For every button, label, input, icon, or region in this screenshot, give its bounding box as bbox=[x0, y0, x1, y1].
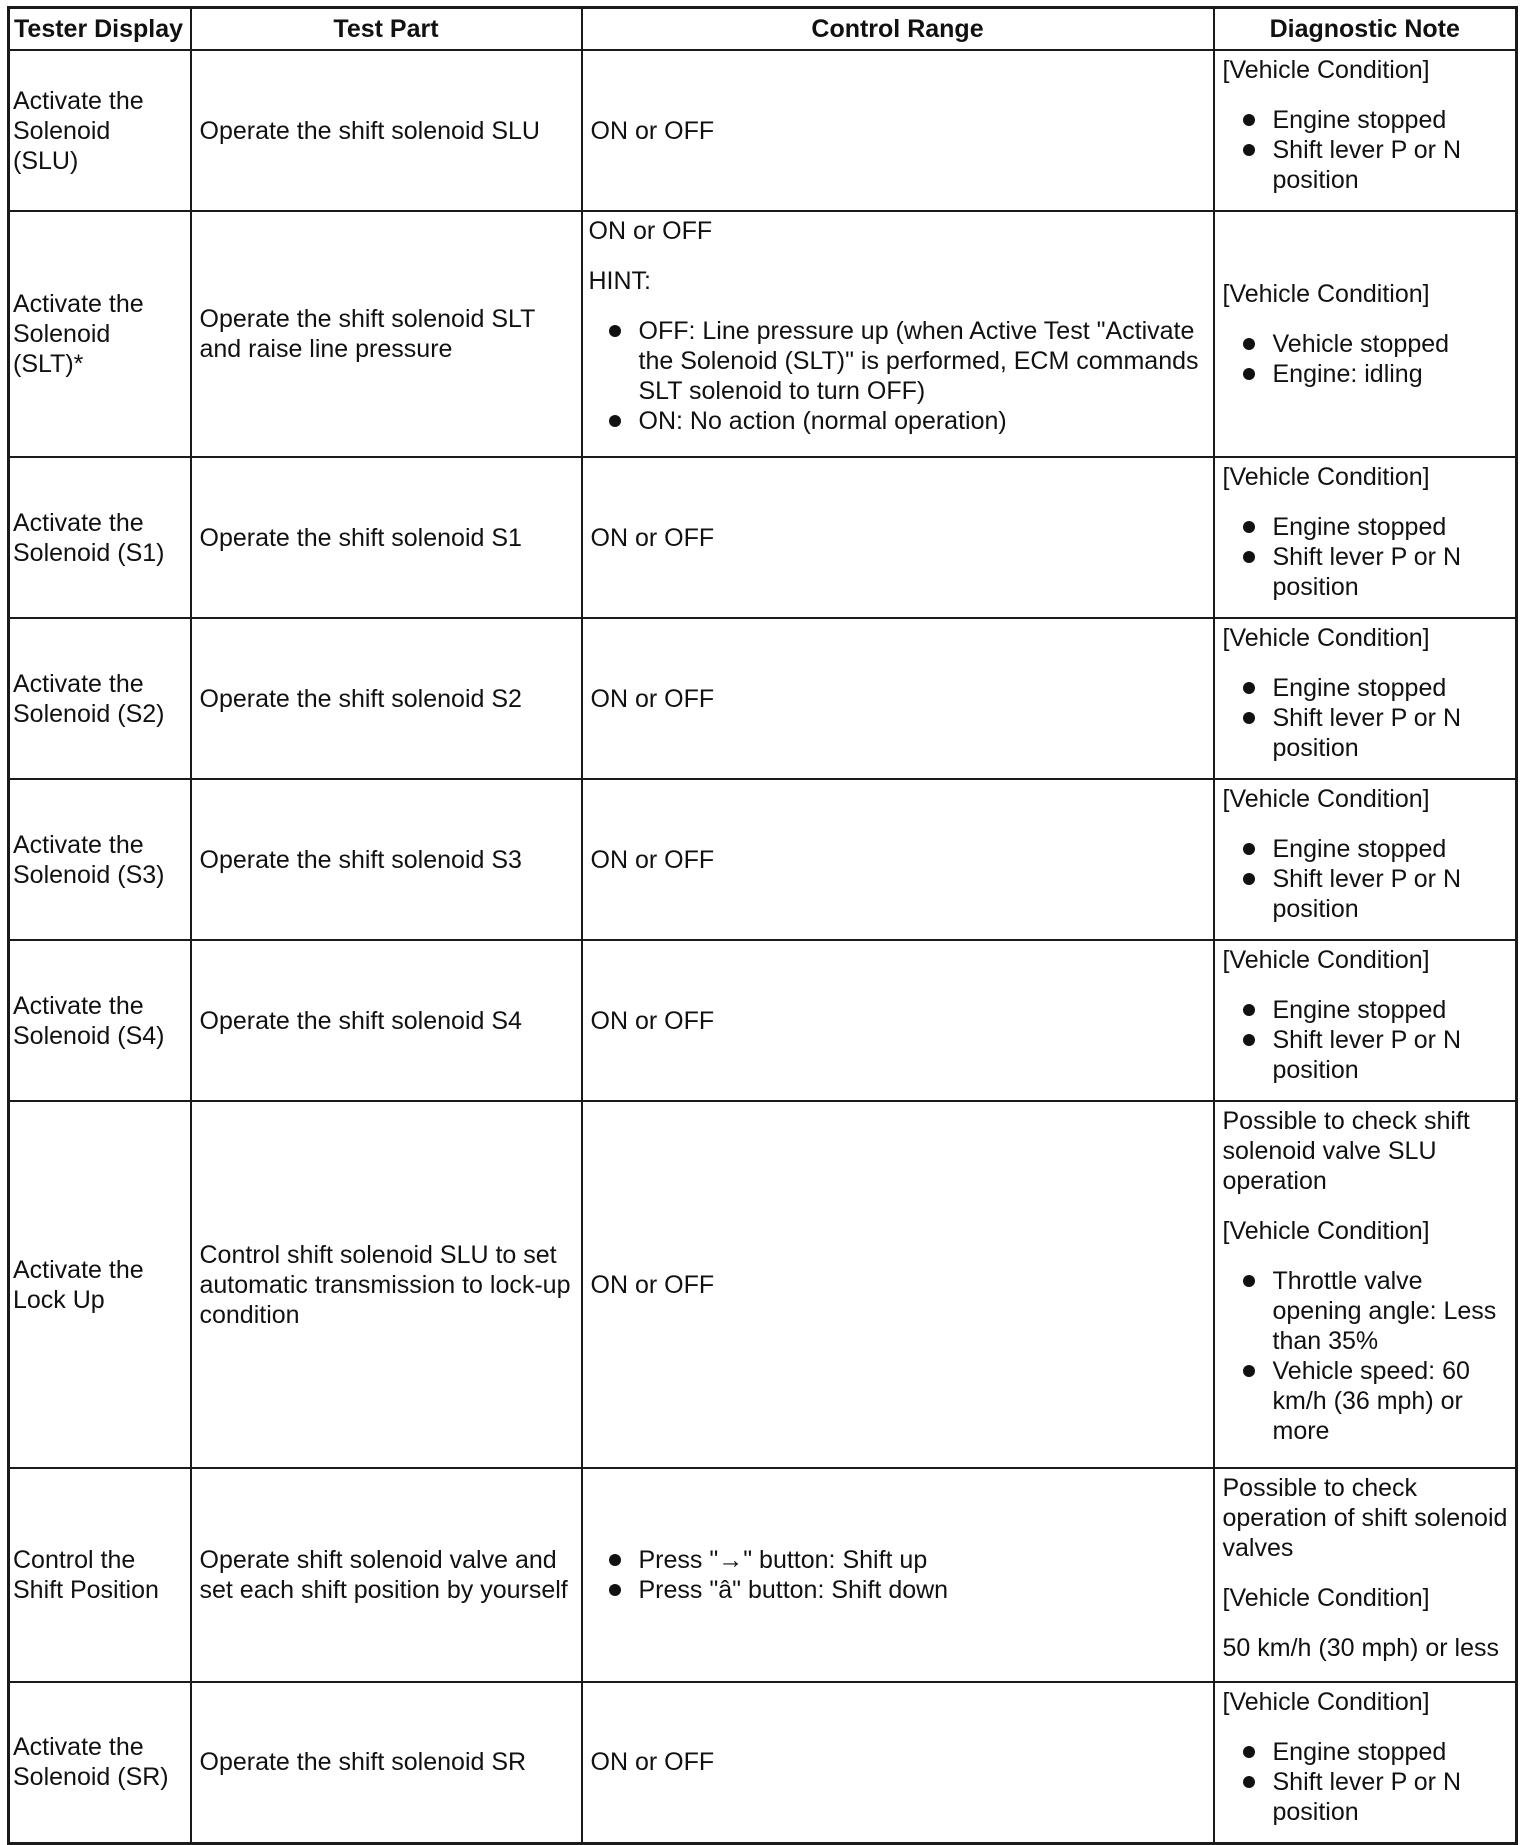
list-item: Shift lever P or N position bbox=[1223, 1767, 1512, 1827]
condition-list bbox=[1223, 834, 1512, 924]
tester-display-cell: Activate the Solenoid (S2) bbox=[9, 618, 191, 779]
vehicle-condition-heading: [Vehicle Condition] bbox=[1222, 1688, 1430, 1716]
list-item: Engine stopped bbox=[1223, 512, 1512, 542]
button-list bbox=[589, 1545, 1205, 1605]
diagnostic-note-cell bbox=[1214, 1468, 1517, 1682]
diagnostic-note-cell bbox=[1214, 1682, 1517, 1843]
header-row bbox=[9, 8, 1517, 51]
list-item: Shift lever P or N position bbox=[1223, 703, 1512, 763]
table-row bbox=[9, 618, 1517, 779]
list-item: Engine stopped bbox=[1223, 1737, 1512, 1767]
control-range-cell: ON or OFF bbox=[582, 940, 1214, 1101]
list-item: Shift lever P or N position bbox=[1223, 542, 1512, 602]
condition-list bbox=[1223, 105, 1512, 195]
list-item: Engine: idling bbox=[1223, 359, 1512, 389]
list-item: Engine stopped bbox=[1223, 995, 1512, 1025]
test-part-cell: Operate the shift solenoid S1 bbox=[191, 457, 582, 618]
control-range-cell: ON or OFF bbox=[582, 457, 1214, 618]
header-test-part: Test Part bbox=[191, 8, 582, 51]
list-item: ON: No action (normal operation) bbox=[589, 406, 1209, 436]
test-part-cell: Operate the shift solenoid SLT and raise line pressure bbox=[191, 211, 582, 457]
list-item: Press "â" button: Shift down bbox=[589, 1575, 1205, 1605]
list-item: Press "→" button: Shift up bbox=[589, 1545, 1205, 1575]
vehicle-condition-heading: [Vehicle Condition] bbox=[1222, 280, 1430, 308]
table-row bbox=[9, 1682, 1517, 1843]
table-row bbox=[9, 457, 1517, 618]
list-item: Shift lever P or N position bbox=[1223, 135, 1512, 195]
hint-list bbox=[589, 316, 1209, 436]
list-item: Engine stopped bbox=[1223, 105, 1512, 135]
tester-display-cell: Control the Shift Position bbox=[9, 1468, 191, 1682]
list-item: Engine stopped bbox=[1223, 673, 1512, 703]
tester-display-cell: Activate the Solenoid (S3) bbox=[9, 779, 191, 940]
control-range-cell: ON or OFF bbox=[582, 618, 1214, 779]
diagnostic-note-cell bbox=[1214, 1101, 1517, 1468]
note-tail: 50 km/h (30 mph) or less bbox=[1222, 1634, 1499, 1662]
test-part-cell: Control shift solenoid SLU to set automatic transmission to lock-up condition bbox=[191, 1101, 582, 1468]
header-diagnostic-note: Diagnostic Note bbox=[1214, 8, 1517, 51]
test-part-cell: Operate the shift solenoid SR bbox=[191, 1682, 582, 1843]
diagnostic-note-cell bbox=[1214, 50, 1517, 211]
condition-list bbox=[1223, 995, 1512, 1085]
test-part-cell: Operate the shift solenoid SLU bbox=[191, 50, 582, 211]
vehicle-condition-heading: [Vehicle Condition] bbox=[1222, 1584, 1430, 1612]
table-row bbox=[9, 940, 1517, 1101]
tester-display-cell: Activate the Solenoid (SLU) bbox=[9, 50, 191, 211]
table-row bbox=[9, 50, 1517, 211]
diagnostic-note-cell bbox=[1214, 940, 1517, 1101]
control-range-cell bbox=[582, 1468, 1214, 1682]
hint-label: HINT: bbox=[588, 267, 651, 295]
control-range-cell bbox=[582, 211, 1214, 457]
test-part-cell: Operate shift solenoid valve and set each shift position by yourself bbox=[191, 1468, 582, 1682]
tester-display-cell: Activate the Solenoid (S4) bbox=[9, 940, 191, 1101]
list-item: Shift lever P or N position bbox=[1223, 864, 1512, 924]
vehicle-condition-heading: [Vehicle Condition] bbox=[1222, 463, 1430, 491]
diagnostic-note-cell bbox=[1214, 457, 1517, 618]
test-part-cell: Operate the shift solenoid S2 bbox=[191, 618, 582, 779]
header-control-range: Control Range bbox=[582, 8, 1214, 51]
header-tester-display: Tester Display bbox=[9, 8, 191, 51]
list-item: Vehicle stopped bbox=[1223, 329, 1512, 359]
note-intro: Possible to check shift solenoid valve SLU operation bbox=[1222, 1107, 1470, 1195]
diagnostic-note-cell bbox=[1214, 618, 1517, 779]
condition-list bbox=[1223, 512, 1512, 602]
condition-list bbox=[1223, 1266, 1512, 1446]
condition-list bbox=[1223, 673, 1512, 763]
tester-display-cell: Activate the Solenoid (S1) bbox=[9, 457, 191, 618]
diagnostic-note-cell bbox=[1214, 211, 1517, 457]
control-range-cell: ON or OFF bbox=[582, 779, 1214, 940]
control-range-value: ON or OFF bbox=[588, 217, 713, 245]
list-item: Vehicle speed: 60 km/h (36 mph) or more bbox=[1223, 1356, 1512, 1446]
condition-list bbox=[1223, 329, 1512, 389]
tester-display-cell: Activate the Lock Up bbox=[9, 1101, 191, 1468]
diagnostic-note-cell bbox=[1214, 779, 1517, 940]
note-intro: Possible to check operation of shift solenoid valves bbox=[1222, 1474, 1508, 1562]
vehicle-condition-heading: [Vehicle Condition] bbox=[1222, 1217, 1430, 1245]
vehicle-condition-heading: [Vehicle Condition] bbox=[1222, 624, 1430, 652]
table-row bbox=[9, 1468, 1517, 1682]
table-row bbox=[9, 779, 1517, 940]
page bbox=[7, 6, 1515, 1834]
control-range-cell: ON or OFF bbox=[582, 1682, 1214, 1843]
tester-display-cell: Activate the Solenoid (SLT)* bbox=[9, 211, 191, 457]
active-test-table bbox=[7, 6, 1518, 1845]
test-part-cell: Operate the shift solenoid S4 bbox=[191, 940, 582, 1101]
control-range-cell: ON or OFF bbox=[582, 50, 1214, 211]
table-row bbox=[9, 1101, 1517, 1468]
control-range-cell: ON or OFF bbox=[582, 1101, 1214, 1468]
vehicle-condition-heading: [Vehicle Condition] bbox=[1222, 785, 1430, 813]
list-item: OFF: Line pressure up (when Active Test "Activate the Solenoid (SLT)" is performed, ECM commands SLT solenoid to turn OFF) bbox=[589, 316, 1209, 406]
test-part-cell: Operate the shift solenoid S3 bbox=[191, 779, 582, 940]
table-row bbox=[9, 211, 1517, 457]
tester-display-cell: Activate the Solenoid (SR) bbox=[9, 1682, 191, 1843]
vehicle-condition-heading: [Vehicle Condition] bbox=[1222, 946, 1430, 974]
list-item: Throttle valve opening angle: Less than 35% bbox=[1223, 1266, 1512, 1356]
condition-list bbox=[1223, 1737, 1512, 1827]
list-item: Engine stopped bbox=[1223, 834, 1512, 864]
list-item: Shift lever P or N position bbox=[1223, 1025, 1512, 1085]
vehicle-condition-heading: [Vehicle Condition] bbox=[1222, 56, 1430, 84]
